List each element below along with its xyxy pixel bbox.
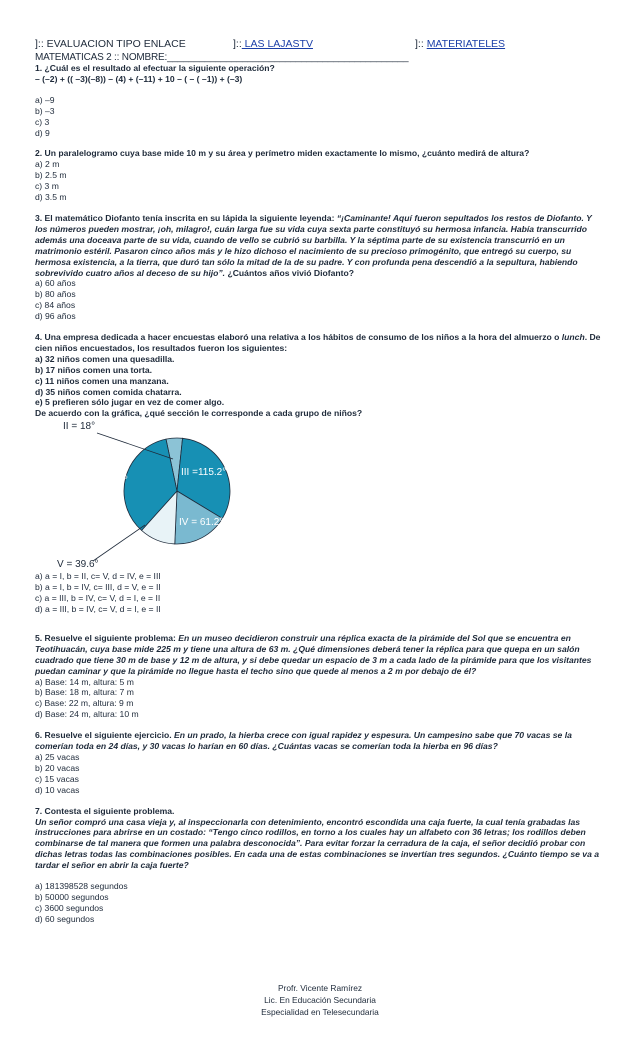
q4-item-c: c) 11 niños comen una manzana.: [35, 375, 169, 386]
question-1-expression: – (–2) + (( –3)(–8)) – (4) + (–11) + 10 – ( – ( –1)) + (–3): [35, 73, 243, 84]
q1-option-c: c) 3: [35, 116, 50, 127]
q6-option-d: d) 10 vacas: [35, 784, 80, 795]
pie-label-1: I = 126°: [93, 475, 128, 487]
question-3: 3. El matemático Diofanto tenía inscrita en su lápida la siguiente leyenda: “¡Caminante! Aquí fueron sepultados los restos de Diofanto. Y los números pueden mostrar, ¡oh, milagro!, cuán larga fue su vida cuya sexta parte constituyó su hermosa infancia. Había transcurrido además una doceava parte de su vida, cuando de vello se cubrió su barbilla. Y la séptima parte de su existencia transcurrió en un matrimonio estéril. Pasaron cinco años más y le hizo dichoso el nacimiento de su precioso primogénito, que entregó su cuerpo, su hermosa existencia, a la tierra, que duró tan sólo la mitad de la de su padre. Y con profunda pena descendió a la sepultura, habiendo sobrevivido cuatro años al deceso de su hijo”. ¿Cuántos años vivió Diofanto?: [35, 212, 592, 278]
q3-option-c: c) 84 años: [35, 300, 76, 311]
q7-option-d: d) 60 segundos: [35, 913, 95, 924]
footer-specialty: Especialidad en Telesecundaria: [261, 1007, 379, 1017]
link-materiateles[interactable]: MATERIATELES: [426, 38, 506, 50]
footer-signature: [255, 982, 385, 1018]
link-las-lajastv[interactable]: LAS LAJASTV: [241, 38, 313, 50]
q7-option-a: a) 181398528 segundos: [35, 881, 128, 892]
q3-option-d: d) 96 años: [35, 311, 76, 322]
question-6: 6. Resuelve el siguiente ejercicio. En un prado, la hierba crece con igual rapidez y espesura. Un campesino sabe que 70 vacas se la comerían toda en 24 días, y 30 vacas lo harían en 60 días. ¿Cuántas vacas se comerían toda la hierba en 96 días?: [35, 730, 572, 752]
q7-option-c: c) 3600 segundos: [35, 902, 104, 913]
q5-option-c: c) Base: 22 m, altura: 9 m: [35, 698, 134, 709]
pie-label-5: V = 39.6°: [57, 559, 99, 571]
q4-item-d: d) 35 niños comen comida chatarra.: [35, 386, 182, 397]
subject-name-line: MATEMATICAS 2 :: NOMBRE:_____________________________________________: [35, 52, 409, 63]
exam-title: ]:: EVALUACION TIPO ENLACE: [35, 38, 186, 50]
q4-option-d: d) a = III, b = IV, c= V, d = I, e = II: [35, 604, 161, 614]
q2-option-d: d) 3.5 m: [35, 192, 67, 203]
q6-option-c: c) 15 vacas: [35, 773, 79, 784]
q5-option-d: d) Base: 24 m, altura: 10 m: [35, 709, 139, 720]
link1-prefix: ]::: [233, 38, 242, 50]
pie-chart-svg: [53, 421, 253, 571]
link2-prefix: ]::: [415, 38, 424, 50]
q2-option-c: c) 3 m: [35, 181, 59, 192]
document-page: [35, 38, 605, 925]
q6-option-a: a) 25 vacas: [35, 751, 80, 762]
pie-chart: [53, 421, 253, 571]
q1-option-a: a) –9: [35, 94, 55, 105]
question-7: 7. Contesta el siguiente problema.: [35, 805, 175, 816]
pie-label-2: II = 18°: [63, 421, 96, 433]
q2-option-a: a) 2 m: [35, 159, 60, 170]
question-1: 1. ¿Cuál es el resultado al efectuar la siguiente operación?: [35, 63, 275, 73]
q7-option-b: b) 50000 segundos: [35, 891, 109, 902]
footer-teacher: Profr. Vicente Ramírez: [277, 983, 363, 993]
header-line: [35, 38, 605, 52]
q2-option-b: b) 2.5 m: [35, 170, 67, 181]
pie-label-4: IV = 61.2°: [179, 517, 224, 529]
q1-option-b: b) –3: [35, 105, 55, 116]
q3-option-a: a) 60 años: [35, 278, 76, 289]
leader-line-v: [93, 525, 145, 561]
q4-option-a: a) a = I, b = II, c= V, d = IV, e = III: [35, 571, 161, 582]
footer-degree: Lic. En Educación Secundaria: [264, 995, 376, 1005]
q4-item-e: e) 5 prefieren sólo jugar en vez de comer algo.: [35, 397, 225, 408]
question-2: 2. Un paralelogramo cuya base mide 10 m y su área y perímetro miden exactamente lo mismo, ¿cuánto medirá de altura?: [35, 148, 530, 159]
q4-item-b: b) 17 niños comen una torta.: [35, 364, 152, 375]
question-4: 4. Una empresa dedicada a hacer encuestas elaboró una relativa a los hábitos de consumo de los niños a la hora del almuerzo o lunch. De cien niños encuestados, los resultados fueron los siguientes:: [35, 332, 601, 353]
question-5: 5. Resuelve el siguiente problema: En un museo decidieron construir una réplica exacta de la pirámide del Sol que se encuentra en Teotihuacán, cuya base mide 225 m y tiene una altura de 63 m. ¿Qué dimensiones deberá tener la réplica para que quepa en un salón cuadrado que tiene 30 m de base y 12 m de altura, y si debe quedar un espacio de 3 m a cada lado de la pirámide para que los visitantes puedan caminar y que la pirámide no llegue hasta el techo sino que quede al menos a 2 m por debajo de él?: [35, 632, 592, 676]
q5-option-a: a) Base: 14 m, altura: 5 m: [35, 676, 134, 687]
q4-ask: De acuerdo con la gráfica, ¿qué sección le corresponde a cada grupo de niños?: [35, 408, 363, 419]
q1-option-d: d) 9: [35, 127, 50, 138]
q4-item-a: a) 32 niños comen una quesadilla.: [35, 353, 175, 364]
q6-option-b: b) 20 vacas: [35, 762, 80, 773]
q3-option-b: b) 80 años: [35, 289, 76, 300]
question-7-body: Un señor compró una casa vieja y, al inspeccionarla con detenimiento, encontró escondida una caja fuerte, la cual tenía grabadas las instrucciones para abrirse en un costado: “Tengo cinco rodillos, en torno a los cuales hay un alfabeto con 36 letras; los rodillos deben combinarse de tal manera que formen una palabra desconocida”. Para evitar forzar la cerradura de la caja, el señor decidió probar con dichas letras todas las combinaciones posibles. En cada una de estas combinaciones se invertían tres segundos. ¿Cuánto tiempo se va a tardar el señor en abrir la caja fuerte?: [35, 816, 600, 871]
q5-option-b: b) Base: 18 m, altura: 7 m: [35, 687, 134, 698]
q4-option-b: b) a = I, b = IV, c= III, d = V, e = II: [35, 582, 161, 593]
q4-option-c: c) a = III, b = IV, c= V, d = I, e = II: [35, 593, 161, 604]
pie-label-3: III =115.2°: [181, 467, 227, 479]
